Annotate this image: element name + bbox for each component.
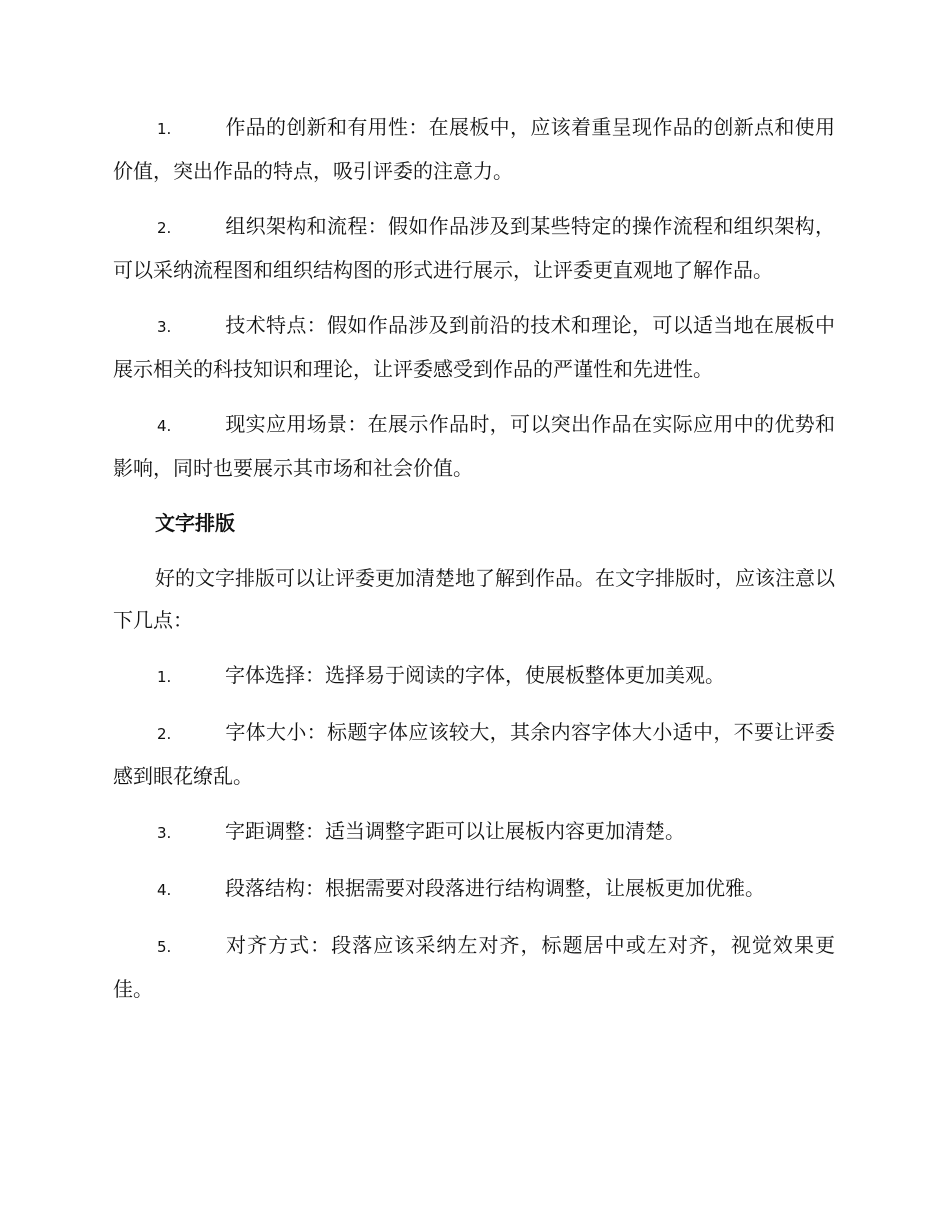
list-item xyxy=(113,711,835,797)
list-item-text: 现实应用场景：在展示作品时，可以突出作品在实际应用中的优势和影响，同时也要展示其市场和社会价值。 xyxy=(113,412,835,480)
list-item-text: 段落结构：根据需要对段落进行结构调整，让展板更加优雅。 xyxy=(225,876,765,900)
list-item xyxy=(113,867,835,911)
list-item-text: 作品的创新和有用性：在展板中，应该着重呈现作品的创新点和使用价值，突出作品的特点，吸引评委的注意力。 xyxy=(113,115,835,183)
list-item xyxy=(113,106,835,192)
list-number: 3. xyxy=(157,824,172,842)
list-item-text: 对齐方式：段落应该采纳左对齐，标题居中或左对齐，视觉效果更佳。 xyxy=(113,933,835,1001)
list-item xyxy=(113,304,835,390)
list-item-text: 字距调整：适当调整字距可以让展板内容更加清楚。 xyxy=(225,819,685,843)
list-number: 2. xyxy=(157,725,172,743)
document-body xyxy=(113,106,835,1023)
list-number: 4. xyxy=(157,417,172,435)
list-item-text: 字体选择：选择易于阅读的字体，使展板整体更加美观。 xyxy=(225,663,725,687)
list-item-text: 字体大小：标题字体应该较大，其余内容字体大小适中，不要让评委感到眼花缭乱。 xyxy=(113,720,835,788)
list-item-text: 组织架构和流程：假如作品涉及到某些特定的操作流程和组织架构，可以采纳流程图和组织结构图的形式进行展示，让评委更直观地了解作品。 xyxy=(113,214,835,282)
intro-paragraph: 好的文字排版可以让评委更加清楚地了解到作品。在文字排版时，应该注意以下几点： xyxy=(113,566,835,632)
list-item xyxy=(113,924,835,1010)
list-item-text: 技术特点：假如作品涉及到前沿的技术和理论，可以适当地在展板中展示相关的科技知识和理论，让评委感受到作品的严谨性和先进性。 xyxy=(113,313,835,381)
list-number: 1. xyxy=(157,668,172,686)
list-item xyxy=(113,654,835,698)
list-item xyxy=(113,810,835,854)
section-heading: 文字排版 xyxy=(155,511,235,535)
list-number: 5. xyxy=(157,938,172,956)
list-number: 3. xyxy=(157,318,172,336)
list-number: 2. xyxy=(157,219,172,237)
list-item xyxy=(113,205,835,291)
list-number: 4. xyxy=(157,881,172,899)
list-number: 1. xyxy=(157,120,172,138)
list-item xyxy=(113,403,835,489)
